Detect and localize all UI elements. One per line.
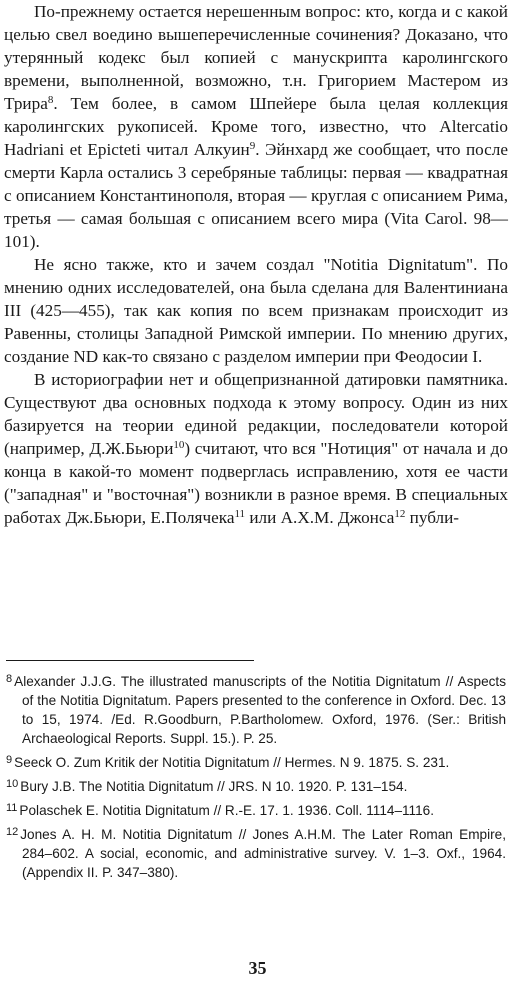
footnote-12 <box>6 825 506 882</box>
footnote-number: 11 <box>6 802 18 814</box>
footnote-number: 10 <box>6 778 19 790</box>
text-run: . Тем более, в самом Шпейере была целая коллекция каролингских рукописей. Кроме того, известно, что Altercatio Hadriani et Epicteti читал Алкуин <box>4 94 508 159</box>
footnote-9 <box>6 753 506 772</box>
text-run: ) считают, что вся "Нотиция" от начала и до конца в какой-то момент подверглась исправлению, хотя ее части ("западная" и "восточная") возникли в разное время. В специальных работах Дж.Бьюри, Е.Полячека <box>4 439 508 527</box>
footnotes <box>6 672 506 887</box>
text-run: В историографии нет и общепризнанной датировки памятника. Существуют два основных подхода к этому вопросу. Один из них базируется на теории единой редакции, последователи которой (например, Д.Ж.Бьюри <box>4 370 508 458</box>
footnote-8 <box>6 672 506 748</box>
footnote-ref-10[interactable]: 10 <box>173 439 185 451</box>
footnote-text: Bury J.B. The Notitia Dignitatum // JRS. N 10. 1920. P. 131–154. <box>20 779 408 794</box>
main-text <box>4 0 508 529</box>
footnote-number: 8 <box>6 673 13 685</box>
footnote-10 <box>6 777 506 796</box>
paragraph-1 <box>4 0 508 253</box>
footnote-ref-12[interactable]: 12 <box>394 508 406 520</box>
footnote-number: 12 <box>6 826 19 838</box>
footnote-text: Jones A. H. M. Notitia Dignitatum // Jones A.H.M. The Later Roman Empire, 284–602. A social, economic, and administrative survey. V. 1–3. Oxf., 1964. (Appendix II. P. 347–380). <box>20 827 506 880</box>
footnote-text: Alexander J.J.G. The illustrated manuscripts of the Notitia Dignitatum // Aspects of the Notitia Dignitatum. Papers presented to the conference in Oxford. Dec. 13 to 15, 1974. /Ed. R.Goodburn, P.Bartholomew. Oxford, 1976. (Ser.: British Archaeological Reports. Suppl. 15.). P. 25. <box>14 674 506 746</box>
text-run: . Эйнхард же сообщает, что после смерти Карла остались 3 серебряные таблицы: первая — квадратная с описанием Константинополя, вторая — круглая с описанием Рима, третья — самая большая с описанием всего мира (Vita Carol. 98—101). <box>4 140 508 251</box>
footnote-number: 9 <box>6 754 13 766</box>
footnote-11 <box>6 801 506 820</box>
footnote-divider <box>6 660 254 661</box>
footnote-ref-8[interactable]: 8 <box>47 94 54 106</box>
text-run: По-прежнему остается нерешенным вопрос: кто, когда и с какой целью свел воедино вышеперечисленные сочинения? Доказано, что утерянный кодекс был копией с манускрипта каролингского времени, выполненной, возможно, т.н. Григорием Мастером из Трира <box>4 2 508 113</box>
paragraph-2: Не ясно также, кто и зачем создал "Notitia Dignitatum". По мнению одних исследователей, она была сделана для Валентиниана III (425—455), так как копия по всем признакам происходит из Равенны, столицы Западной Римской империи. По мнению других, создание ND как-то связано с разделом империи при Феодосии I. <box>4 255 508 366</box>
footnote-text: Seeck O. Zum Kritik der Notitia Dignitatum // Hermes. N 9. 1875. S. 231. <box>14 755 450 770</box>
footnote-ref-11[interactable]: 11 <box>234 508 246 520</box>
text-run: публи- <box>405 508 460 527</box>
text-run: или А.Х.М. Джонса <box>245 508 395 527</box>
footnote-text: Polaschek E. Notitia Dignitatum // R.-E. 17. 1. 1936. Coll. 1114–1116. <box>19 803 435 818</box>
paragraph-3 <box>4 368 508 529</box>
page-number: 35 <box>248 958 267 978</box>
footnote-ref-9[interactable]: 9 <box>249 140 256 152</box>
